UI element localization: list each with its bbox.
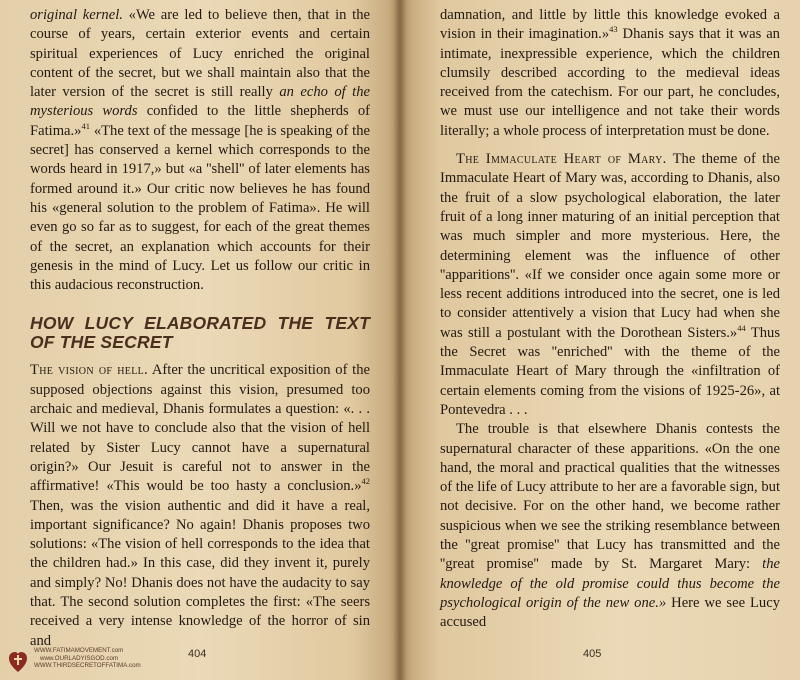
page-number-left: 404	[188, 648, 207, 660]
footnote-ref-41: 41	[81, 120, 90, 131]
left-paragraph-2	[30, 361, 370, 650]
text-span: The trouble is that elsewhere Dhanis contests the supernatural character of these apparitions. «On the one hand, the moral and practical qualities that the witnesses of the life of Lucy attribute to her are a favorable sign, but not decisive. For on the other hand, we become rather suspicious when we see the striking resemblance between the ''great promise'' that Lucy has transmitted and the ''great promise'' made by St. Margaret Mary:	[440, 421, 780, 573]
book-gutter	[393, 0, 407, 680]
left-paragraph-1	[30, 6, 370, 295]
footnote-ref-42: 42	[361, 476, 370, 487]
footer-line-3: WWW.THIRDSECRETOFFATIMA.com	[34, 662, 141, 670]
footnote-ref-44: 44	[737, 322, 746, 333]
text-span: confided to the little shepherds of Fatima.»	[30, 103, 370, 139]
footer-line-1: WWW.FATIMAMOVEMENT.com	[34, 647, 124, 654]
text-span: Here we see Lucy accused	[440, 594, 780, 631]
right-text-column	[440, 6, 780, 633]
text-span: original kernel.	[30, 7, 123, 23]
run-in-heading: The Immaculate Heart of Mary.	[456, 151, 667, 168]
section-heading: HOW LUCY ELABORATED THE TEXT OF THE SECRET	[30, 313, 370, 353]
text-span: The theme of the Immaculate Heart of Mary was, according to Dhanis, also the fruit of a slow psychological elaboration, the later fruit of a long inner maturing of an initial perception that was much simpler and more mysterious. Here, the determining element was the influence of other ''apparitions''. «If we consider once again some more or less recent additions introduced into the secret, one is led to consider attentively a vision that Lucy had when she was still a postulant with the Dorothean Sisters.»	[440, 151, 780, 341]
right-paragraph-1	[440, 6, 780, 141]
text-span: After the uncritical exposition of the supposed objections against this vision, presumed too archaic and medieval, Dhanis formulates a question: «. . . Will we not have to conclude also that the vision of hell related by Sister Lucy cannot have a supernatural origin?» Our Jesuit is careful not to answer in the affirmative! «This would be too hasty a conclusion.»	[30, 362, 370, 495]
text-span: Dhanis says that it was an intimate, inexpressible experience, which the children clumsily described according to the medieval ideas received from the catechism. For our part, he concludes, we must use our intelligence and not take their words literally; a whole process of interpretation must be done.	[440, 26, 780, 139]
right-page	[400, 0, 800, 680]
right-paragraph-2	[440, 150, 780, 420]
text-span: Then, was the vision authentic and did it have a real, important significance? No again! Dhanis proposes two solutions: «The vision of hell corresponds to the idea that the children had.» In this case, did they invent it, purely and simply? No! Dhanis does not have the audacity to say that. The second solution completes the first: «The seers received a very intense knowledge of the horror of sin and	[30, 497, 370, 649]
page-number-right: 405	[583, 648, 602, 660]
text-span: «The text of the message [he is speaking of the secret] has conserved a kernel which corresponds to the words heard in 1917,» but «a ''shell'' of later elements has formed around it.» Our critic now believes he has found his «general solution to the problem of Fatima». He will even go so far as to suggest, for each of the great themes of the secret, an explanation which accounts for their genesis in the mind of Lucy. Let us follow our critic in this audacious reconstruction.	[30, 122, 370, 294]
run-in-heading: The vision of hell.	[30, 362, 148, 379]
text-span: damnation, and little by little this knowledge evoked a vision in their imagination.»	[440, 7, 780, 43]
publisher-footer	[8, 644, 208, 678]
footnote-ref-43: 43	[609, 24, 618, 35]
text-span: an echo of the mysterious words	[30, 84, 370, 120]
footer-line-2: www.OURLADYISGOD.com	[40, 654, 119, 662]
text-span: Thus the Secret was ''enriched'' with the theme of the Immaculate Heart of Mary through the «infiltration of certain elements coming from the visions of 1925-26», at Pontevedra . . .	[440, 324, 781, 418]
left-text-column	[30, 6, 370, 651]
text-span: «We are led to believe then, that in the course of years, certain exterior events and certain spiritual experiences of Lucy enriched the original content of the secret, but we shall maintain also that the later version of the secret is still really	[30, 7, 371, 101]
right-paragraph-3	[440, 420, 780, 632]
heart-emblem-icon	[8, 650, 28, 674]
text-span: the knowledge of the old promise could thus become the psychological origin of the new one.»	[440, 556, 780, 611]
